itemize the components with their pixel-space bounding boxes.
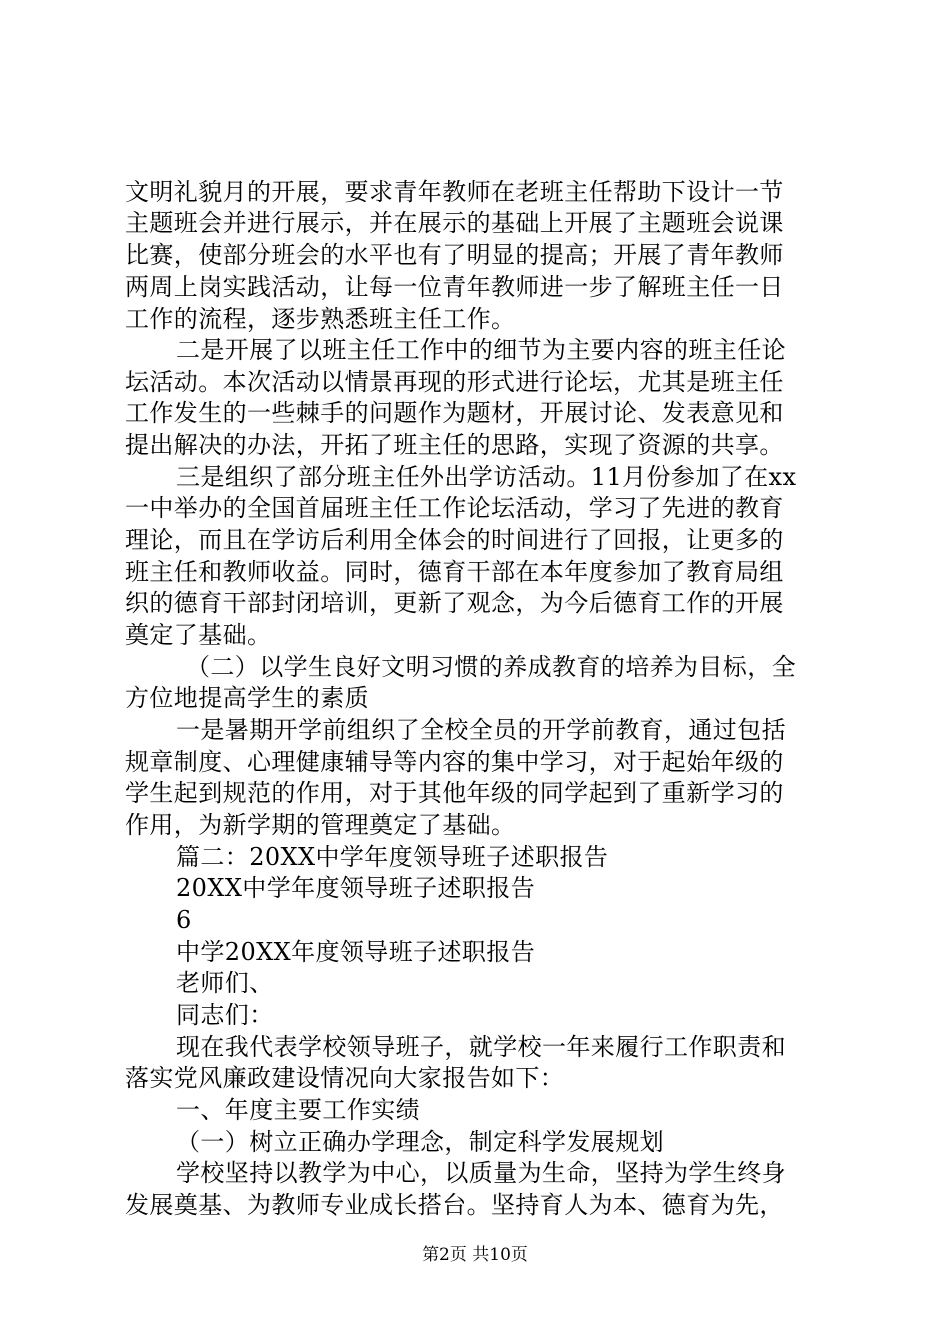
body-text-line: 提出解决的办法，开拓了班主任的思路，实现了资源的共享。 — [125, 431, 784, 459]
number-line: 6 — [176, 906, 192, 934]
salutation-line: 同志们： — [176, 1001, 274, 1029]
body-text-line: 落实党风廉政建设情况向大家报告如下： — [125, 1064, 565, 1092]
section-heading-line: 方位地提高学生的素质 — [125, 684, 369, 712]
article-title-line: 篇二：20XX中学年度领导班子述职报告 — [176, 843, 609, 871]
body-text-line: 织的德育干部封闭培训，更新了观念，为今后德育工作的开展 — [125, 589, 784, 617]
body-text-line: 坛活动。本次活动以情景再现的形式进行论坛，尤其是班主任 — [125, 368, 784, 396]
subsection-heading-line: （一）树立正确办学理念，制定科学发展规划 — [176, 1128, 664, 1156]
report-title-line: 中学20XX年度领导班子述职报告 — [176, 938, 536, 966]
paragraph-start-line: 现在我代表学校领导班子，就学校一年来履行工作职责和 — [176, 1033, 786, 1061]
paragraph-start-line: 三是组织了部分班主任外出学访活动。11月份参加了在xx — [176, 463, 797, 491]
section-heading-line: （二）以学生良好文明习惯的养成教育的培养为目标，全 — [186, 653, 796, 681]
body-text-line: 理论，而且在学访后利用全体会的时间进行了回报，让更多的 — [125, 526, 784, 554]
body-text-line: 一中举办的全国首届班主任工作论坛活动，学习了先进的教育 — [125, 494, 784, 522]
body-text-line: 文明礼貌月的开展，要求青年教师在老班主任帮助下设计一节 — [125, 178, 784, 206]
body-text-line: 工作的流程，逐步熟悉班主任工作。 — [125, 305, 516, 333]
body-text-line: 两周上岗实践活动，让每一位青年教师进一步了解班主任一日 — [125, 273, 784, 301]
body-text-line: 班主任和教师收益。同时，德育干部在本年度参加了教育局组 — [125, 558, 784, 586]
body-text-line: 规章制度、心理健康辅导等内容的集中学习，对于起始年级的 — [125, 748, 784, 776]
paragraph-start-line: 学校坚持以教学为中心，以质量为生命，坚持为学生终身 — [176, 1159, 786, 1187]
salutation-line: 老师们、 — [176, 969, 274, 997]
section-heading-line: 一、年度主要工作实绩 — [176, 1096, 420, 1124]
page-footer: 第2页 共10页 — [422, 1245, 528, 1265]
body-text-line: 主题班会并进行展示，并在展示的基础上开展了主题班会说课 — [125, 209, 784, 237]
paragraph-start-line: 二是开展了以班主任工作中的细节为主要内容的班主任论 — [176, 336, 786, 364]
paragraph-start-line: 一是暑期开学前组织了全校全员的开学前教育，通过包括 — [176, 716, 786, 744]
body-text-line: 学生起到规范的作用，对于其他年级的同学起到了重新学习的 — [125, 779, 784, 807]
body-text-line: 比赛，使部分班会的水平也有了明显的提高；开展了青年教师 — [125, 241, 784, 269]
body-text-line: 奠定了基础。 — [125, 621, 272, 649]
body-text-line: 发展奠基、为教师专业成长搭台。坚持育人为本、德育为先， — [125, 1191, 784, 1219]
body-text-line: 工作发生的一些棘手的问题作为题材，开展讨论、发表意见和 — [125, 399, 784, 427]
report-title-line: 20XX中学年度领导班子述职报告 — [176, 874, 536, 902]
body-text-line: 作用，为新学期的管理奠定了基础。 — [125, 811, 516, 839]
